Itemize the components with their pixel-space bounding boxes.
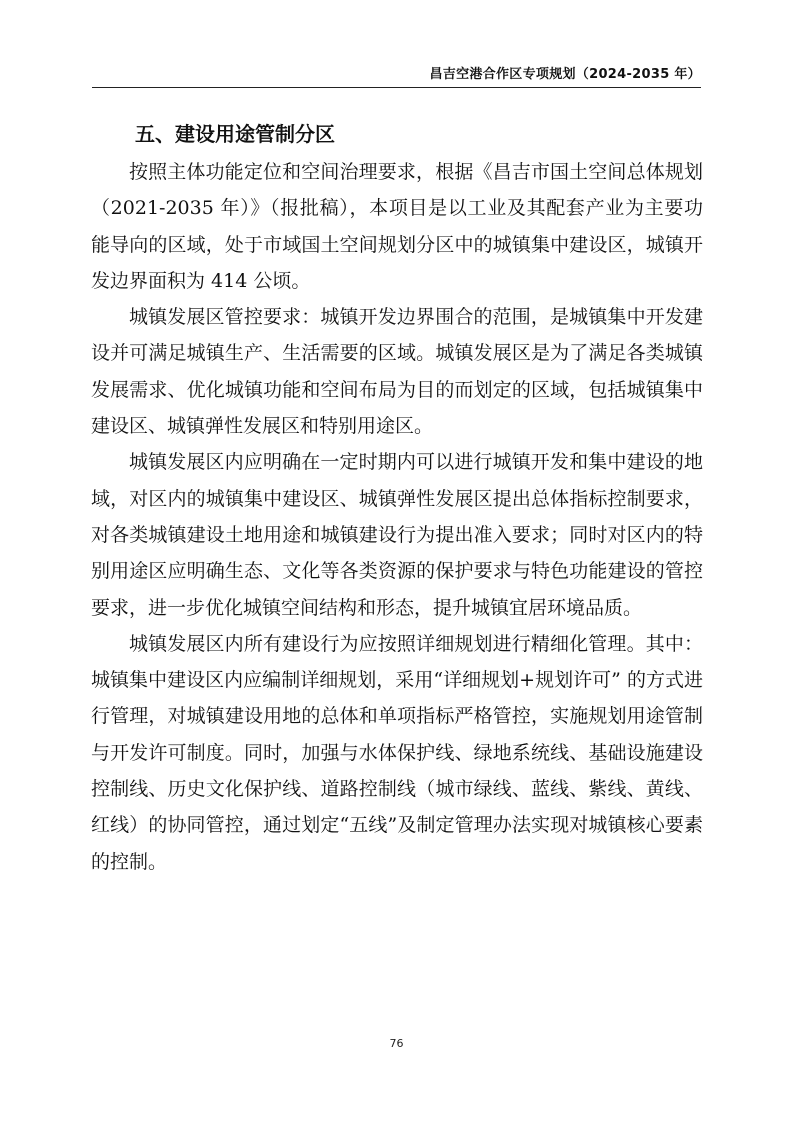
- page-number: 76: [389, 1037, 404, 1050]
- section-heading: 五、建设用途管制分区: [135, 122, 335, 146]
- paragraph-3: 城镇发展区内应明确在一定时期内可以进行城镇开发和集中建设的地域，对区内的城镇集中建设区、城镇弹性发展区提出总体指标控制要求，对各类城镇建设土地用途和城镇建设行为提出准入要求；同时对区内的特别用途区应明确生态、文化等各类资源的保护要求与特色功能建设的管控要求，进一步优化城镇空间结构和形态，提升城镇宜居环境品质。: [91, 451, 703, 619]
- paragraph-2: 城镇发展区管控要求：城镇开发边界围合的范围，是城镇集中开发建设并可满足城镇生产、生活需要的区域。城镇发展区是为了满足各类城镇发展需求、优化城镇功能和空间布局为目的而划定的区域，包括城镇集中建设区、城镇弹性发展区和特别用途区。: [91, 306, 703, 438]
- paragraph-4: 城镇发展区内所有建设行为应按照详细规划进行精细化管理。其中：城镇集中建设区内应编制详细规划，采用“详细规划+规划许可” 的方式进行管理，对城镇建设用地的总体和单项指标严格管控，实施规划用途管制与开发许可制度。同时，加强与水体保护线、绿地系统线、基础设施建设控制线、历史文化保护线、道路控制线（城市绿线、蓝线、紫线、黄线、红线）的协同管控，通过划定“五线”及制定管理办法实现对城镇核心要素的控制。: [91, 632, 703, 873]
- running-header: 昌吉空港合作区专项规划（2024-2035 年）: [429, 67, 701, 82]
- body-text: [91, 154, 703, 880]
- header-rule: [92, 87, 701, 88]
- paragraph-1: 按照主体功能定位和空间治理要求，根据《昌吉市国土空间总体规划（2021-2035 年）》（报批稿），本项目是以工业及其配套产业为主要功能导向的区域，处于市域国土空间规划分区中的城镇集中建设区，城镇开发边界面积为 414 公顷。: [91, 161, 703, 292]
